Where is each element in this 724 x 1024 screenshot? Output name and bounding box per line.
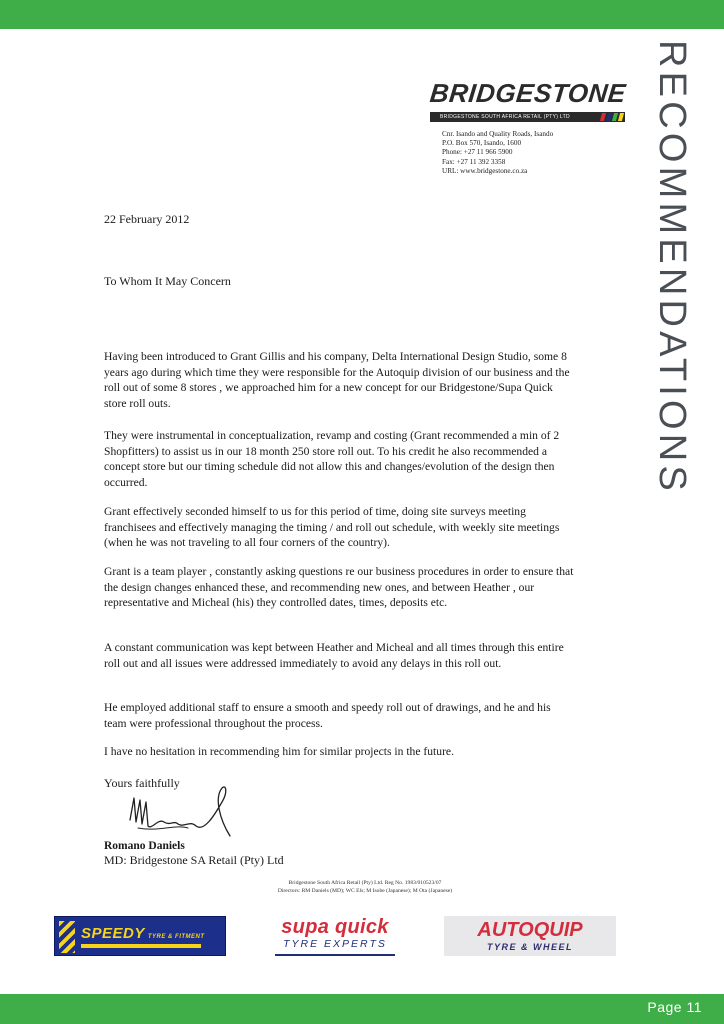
speedy-name: SPEEDY xyxy=(81,924,145,942)
speedy-tagline: TYRE & FITMENT xyxy=(147,933,205,940)
signer-name: Romano Daniels xyxy=(104,840,185,852)
address-line: P.O. Box 570, Isando, 1600 xyxy=(442,139,522,148)
supa-quick-logo xyxy=(256,916,414,956)
supa-quick-tagline: TYRE EXPERTS xyxy=(283,938,387,950)
directors-line: Directors: RM Daniels (MD); WC Els; M Isobe (Japanese); M Ota (Japanese) xyxy=(277,887,453,894)
letter-paragraph: Having been introduced to Grant Gillis and his company, Delta International Design Studio, some 8 years ago during which time they were responsible for the Autoquip division of our business and the roll out of some 8 stores , we approached him for a new concept for our Bridgestone/Supa Quick store roll outs. xyxy=(104,350,570,410)
address-line: Fax: +27 11 392 3358 xyxy=(442,157,506,166)
company-registration xyxy=(240,880,490,895)
letter-paragraph: Grant effectively seconded himself to us for this period of time, doing site surveys meeting franchisees and effectively managing the timing / and roll out schedule, with weekly site meetings (when he was not traveling to all four corners of the country). xyxy=(104,505,560,550)
logo-strip xyxy=(430,112,625,122)
letterhead xyxy=(428,78,628,176)
speedy-logo xyxy=(54,916,226,956)
bridgestone-logo: BRIDGESTONE xyxy=(428,78,628,108)
logo-subtitle: BRIDGESTONE SOUTH AFRICA RETAIL (PTY) LTD xyxy=(440,114,570,120)
letter-paragraph: I have no hesitation in recommending him for similar projects in the future. xyxy=(104,745,454,758)
section-title: RECOMMENDATIONS xyxy=(651,40,693,495)
letter-paragraph: They were instrumental in conceptualization, revamp and costing (Grant recommended a min of 2 Shopfitters) to assist us in our 18 month 250 store roll out. To his credit he also recommended a concept store but our timing schedule did not allow this and changes/evolution of the design then occurred. xyxy=(104,429,560,489)
autoquip-logo xyxy=(444,916,616,956)
letter-date: 22 February 2012 xyxy=(104,212,190,226)
autoquip-tagline: TYRE & WHEEL xyxy=(486,942,573,952)
address-line: URL: www.bridgestone.co.za xyxy=(442,166,528,175)
supa-quick-name: supa quick xyxy=(281,916,389,938)
top-green-bar xyxy=(0,0,724,29)
page-number: Page 11 xyxy=(647,999,702,1015)
autoquip-name: AUTOQUIP xyxy=(477,919,583,941)
bottom-green-bar xyxy=(0,994,724,1024)
flag-stripes-icon xyxy=(601,113,623,121)
speedy-underline xyxy=(81,944,201,948)
supa-quick-rule xyxy=(275,954,395,956)
handwritten-signature xyxy=(118,780,248,842)
registration-line: Bridgestone South Africa Retail (Pty) Ltd. Reg No. 1983/010523/07 xyxy=(288,880,442,886)
letter-closing: Yours faithfully xyxy=(104,776,180,790)
letter-salutation: To Whom It May Concern xyxy=(104,274,231,288)
letter-paragraph: Grant is a team player , constantly asking questions re our business procedures in order to ensure that the design changes enhanced these, and recommending new ones, and between Heather , our representative and Micheal (his) they controlled dates, times, deposits etc. xyxy=(104,565,574,610)
address-line: Phone: +27 11 966 5900 xyxy=(442,148,513,157)
letterhead-address xyxy=(442,130,625,176)
address-line: Cnr. Isando and Quality Roads, Isando xyxy=(442,130,554,138)
speedy-stripe-icon xyxy=(59,921,75,953)
signer-title: MD: Bridgestone SA Retail (Pty) Ltd xyxy=(104,853,284,867)
letter-paragraph: A constant communication was kept between Heather and Micheal and all times through this entire roll out and all issues were addressed immediately to avoid any delays in this roll out. xyxy=(104,641,564,670)
letter-paragraph: He employed additional staff to ensure a smooth and speedy roll out of drawings, and he and his team were professional throughout the process. xyxy=(104,701,551,730)
